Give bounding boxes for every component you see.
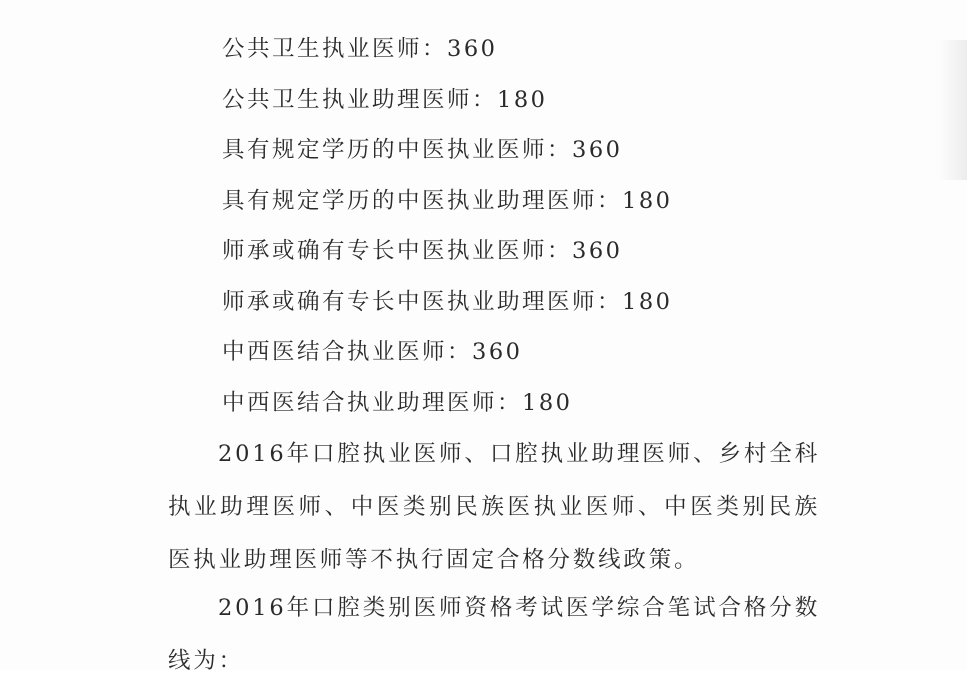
score-line-tcm-degree-physician: 具有规定学历的中医执业医师：360 [222,137,623,163]
score-line-list [222,30,672,434]
score-line-integrated-assistant: 中西医结合执业助理医师：180 [222,389,573,416]
dental-score-paragraph: 2016年口腔类别医师资格考试医学综合笔试合格分数线为： [168,595,820,674]
score-line-public-health-assistant: 公共卫生执业助理医师：180 [222,86,548,113]
scan-edge-shadow [939,40,967,180]
score-line-tcm-degree-assistant: 具有规定学历的中医执业助理医师：180 [222,187,673,214]
policy-paragraph: 2016年口腔执业医师、口腔执业助理医师、乡村全科执业助理医师、中医类别民族医执业医师、中医类别民族医执业助理医师等不执行固定合格分数线政策。 [168,441,820,573]
score-line-tcm-apprentice-assistant: 师承或确有专长中医执业助理医师：180 [222,288,673,315]
score-line-tcm-apprentice-physician: 师承或确有专长中医执业医师：360 [222,238,623,264]
score-line-public-health-physician: 公共卫生执业医师：360 [222,36,498,62]
score-line-integrated-physician: 中西医结合执业医师：360 [222,339,523,365]
